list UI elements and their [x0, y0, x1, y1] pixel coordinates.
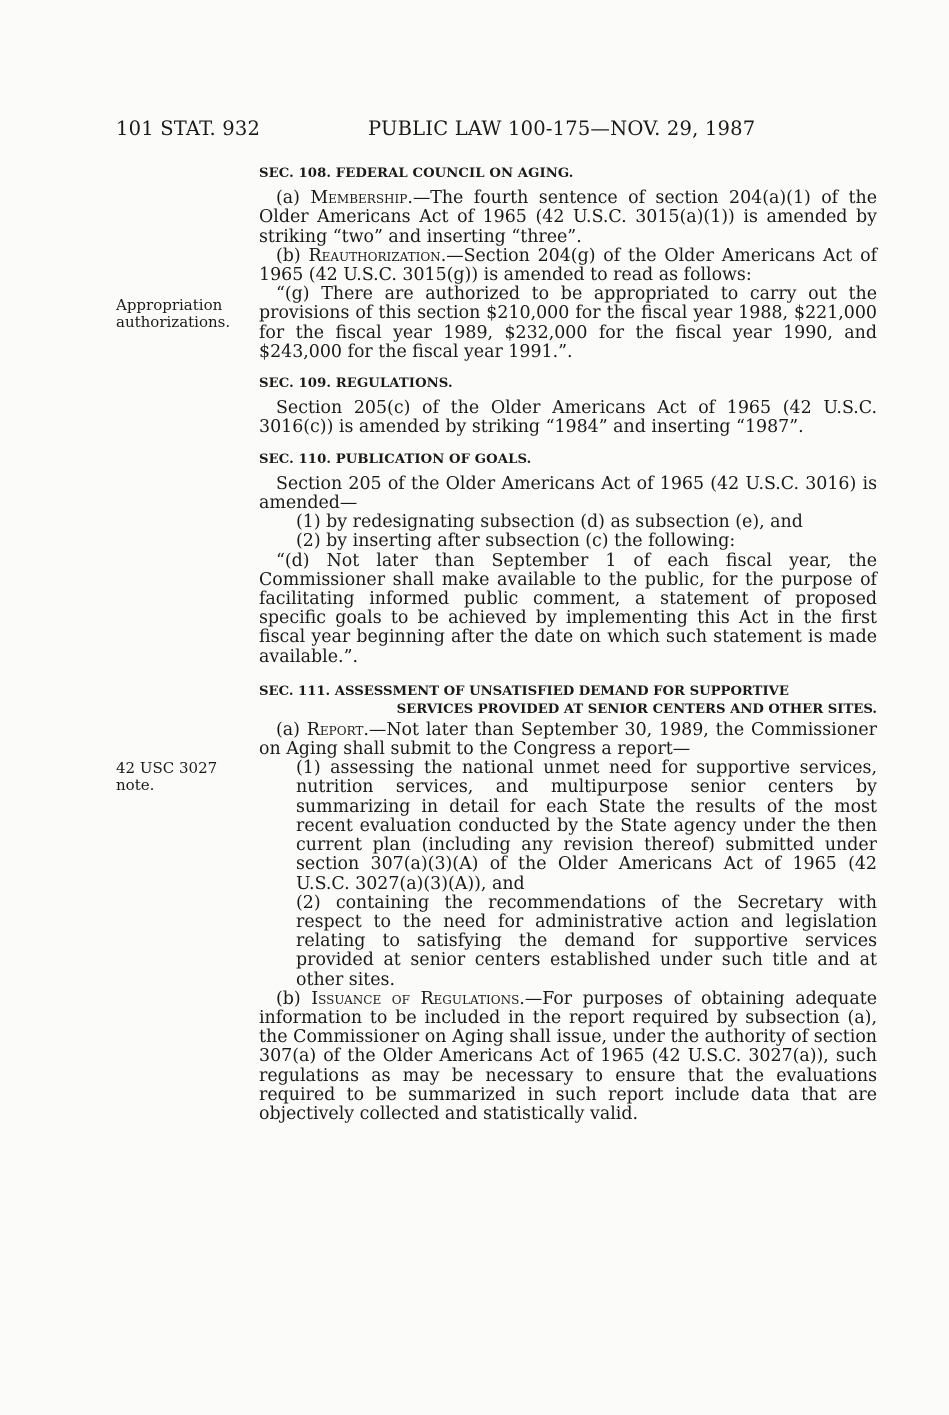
section-108-a: (a) Membership.—The fourth sentence of section 204(a)(1) of the Older Americans Act of 1965 (42 U.S.C. 3015(a)(1)) is amended by striking “two” and inserting “three”. — [259, 188, 878, 247]
section-111-heading: SEC. 111. ASSESSMENT OF UNSATISFIED DEMAND FOR SUPPORTIVE SERVICES PROVIDED AT SENIOR CENTERS AND OTHER SITES. — [259, 683, 877, 717]
margin-note-appropriation: Appropriation authorizations. — [116, 296, 231, 331]
section-110-item-2: (2) by inserting after subsection (c) the following: — [296, 531, 736, 552]
section-111-item-1: (1) assessing the national unmet need for supportive services, nutrition services, and multipurpose senior centers by summarizing in detail for each State the results of the most recent evaluation conducted by the State agency under the then current plan (including any revision thereof) submitted under section 307(a)(3)(A) of the Older Americans Act of 1965 (42 U.S.C. 3027(a)(3)(A)), and — [296, 758, 877, 894]
section-110-d: “(d) Not later than September 1 of each fiscal year, the Commissioner shall make available to the public, for the purpose of facilitating informed public comment, a statement of proposed specific goals to be achieved by implementing this Act in the first fiscal year beginning after the date on which such statement is made available.”. — [259, 550, 877, 667]
section-108-heading: SEC. 108. FEDERAL COUNCIL ON AGING. — [259, 166, 574, 181]
law-title: PUBLIC LAW 100-175—NOV. 29, 1987 — [368, 117, 756, 140]
section-111-b: (b) Issuance of Regulations.—For purposes of obtaining adequate information to be included in the report required by subsection (a), the Commissioner on Aging shall issue, under the authority of section 307(a) of the Older Americans Act of 1965 (42 U.S.C. 3027(a)), such regulations as may be necessary to ensure that the evaluations required to be summarized in such report include data that are objectively collected and statistically valid. — [259, 988, 877, 1124]
document-body — [259, 164, 877, 1124]
section-111-item-2: (2) containing the recommendations of the Secretary with respect to the need for administrative action and legislation relating to satisfying the demand for supportive services provided at senior centers established under such title and at other sites. — [296, 892, 877, 990]
section-108-b: (b) Reauthorization.—Section 204(g) of the Older Americans Act of 1965 (42 U.S.C. 3015(g)) is amended to read as follows: — [259, 245, 878, 286]
section-109-text: Section 205(c) of the Older Americans Act of 1965 (42 U.S.C. 3016(c)) is amended by striking “1984” and inserting “1987”. — [259, 398, 877, 438]
section-108-g: “(g) There are authorized to be appropriated to carry out the provisions of this section $210,000 for the fiscal year 1988, $221,000 for the fiscal year 1989, $232,000 for the fiscal year 1990, and $243,000 for the fiscal year 1991.”. — [259, 284, 877, 362]
section-111-a: (a) Report.—Not later than September 30, 1989, the Commissioner on Aging shall submit to the Congress a report— — [259, 719, 877, 760]
page-reference: 101 STAT. 932 — [116, 117, 261, 140]
section-110-intro: Section 205 of the Older Americans Act of 1965 (42 U.S.C. 3016) is amended— — [259, 473, 877, 514]
section-110-heading: SEC. 110. PUBLICATION OF GOALS. — [259, 451, 532, 467]
section-110-item-1: (1) by redesignating subsection (d) as subsection (e), and — [296, 512, 803, 533]
section-109-heading: SEC. 109. REGULATIONS. — [259, 376, 453, 392]
margin-note-usc: 42 USC 3027 note. — [116, 759, 218, 794]
